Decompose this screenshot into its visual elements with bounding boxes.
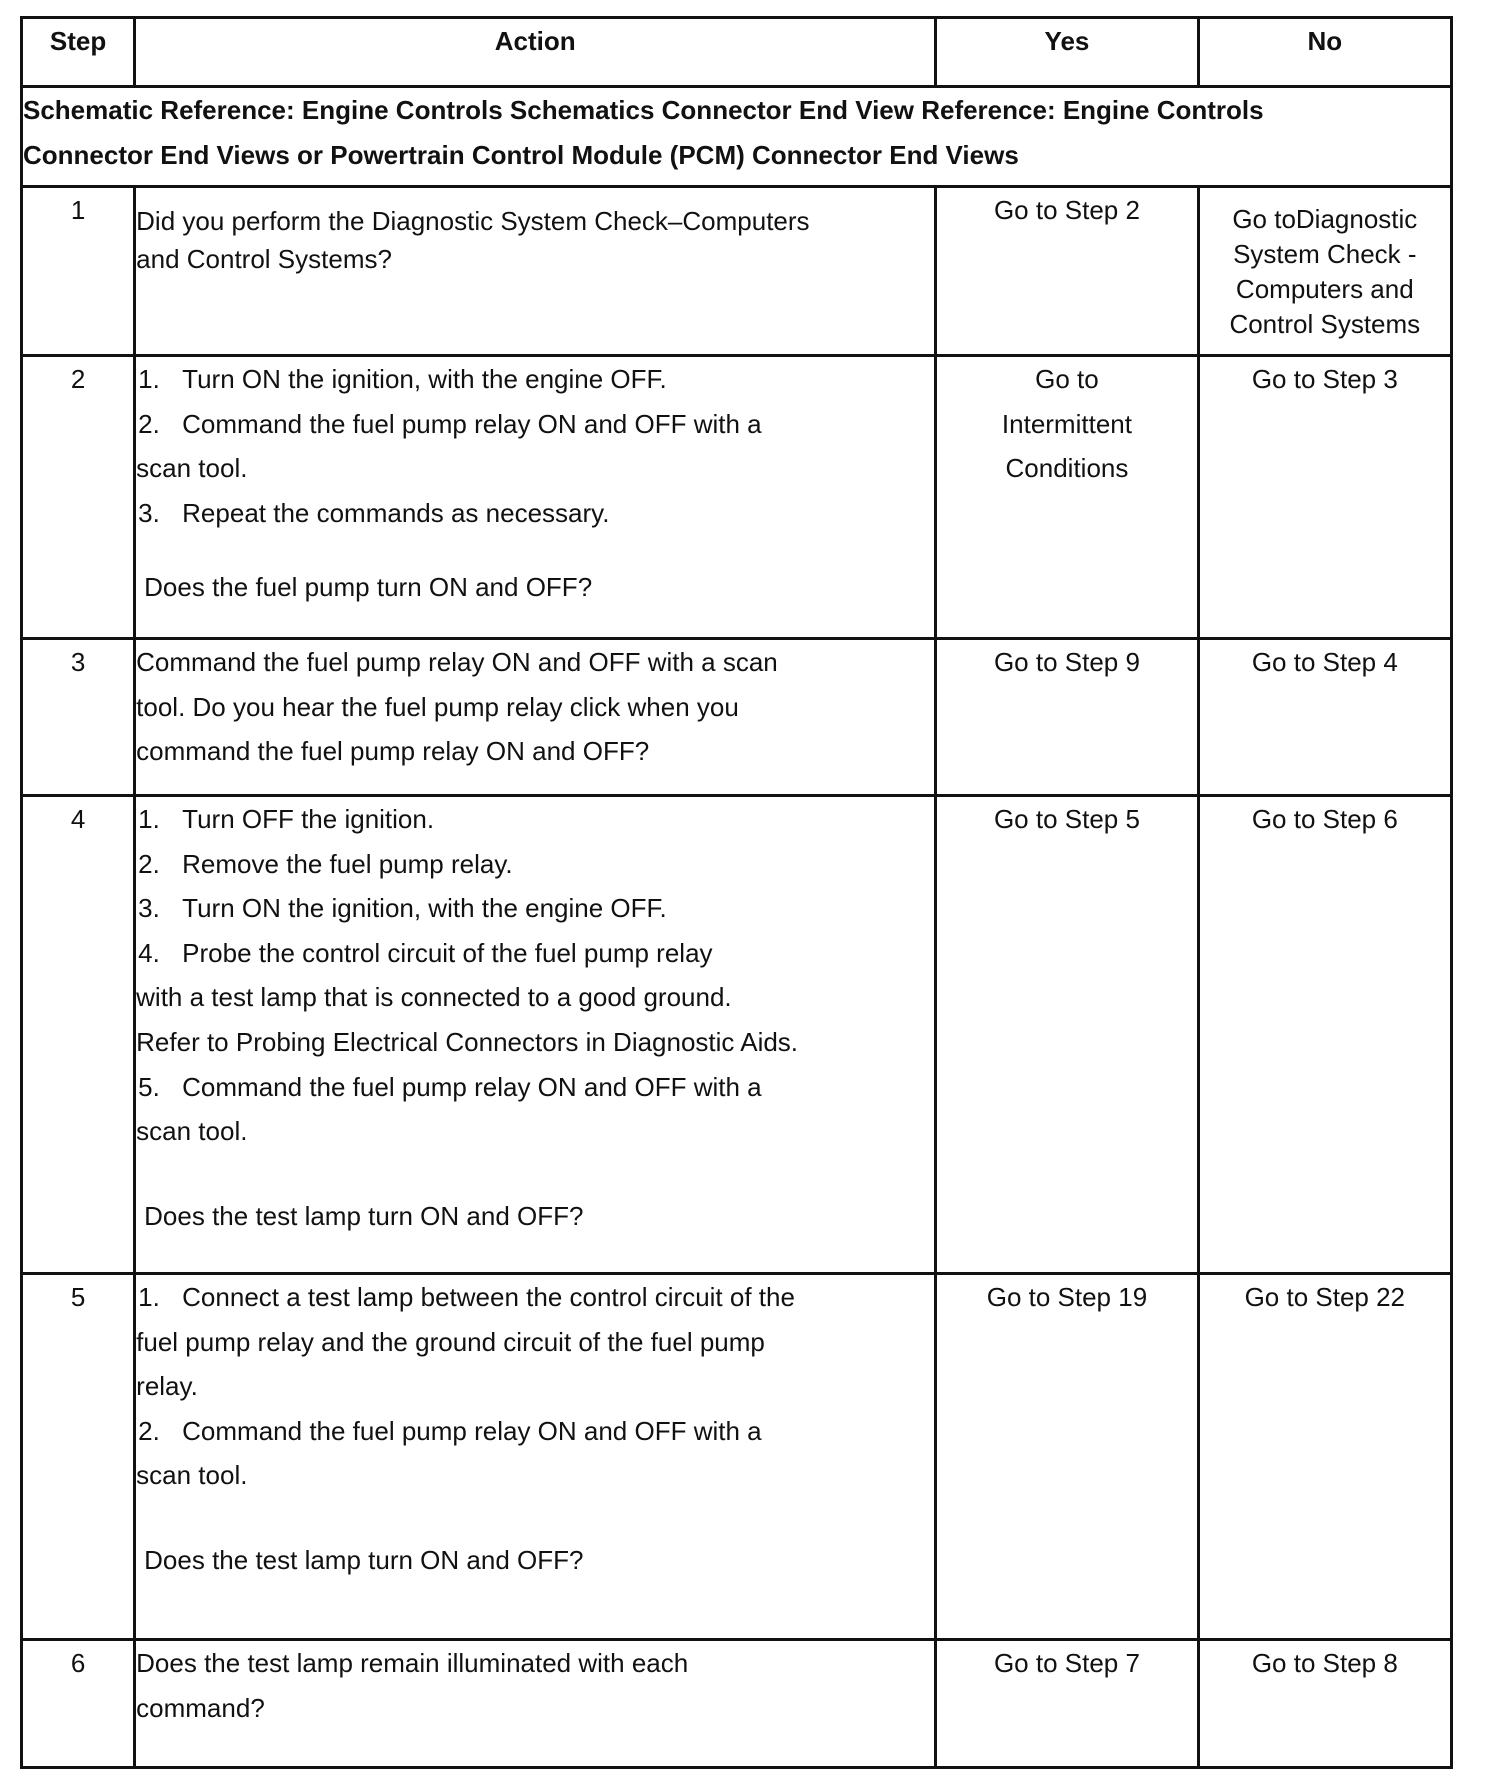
action-line: scan tool. [136, 453, 248, 484]
action-cell [135, 796, 936, 1274]
yes-cell: Go to Step 5 [936, 796, 1198, 1274]
diagnostic-table [20, 16, 1453, 1769]
action-list-item: 1. Turn ON the ignition, with the engine OFF. [136, 357, 934, 402]
action-line: relay. [136, 1371, 198, 1402]
list-number: 3. [138, 497, 160, 528]
action-list-item: 4. Probe the control circuit of the fuel pump relay [136, 931, 934, 976]
yes-line: Go to [1035, 363, 1099, 394]
step-number: 3 [22, 638, 135, 795]
action-list-item: 2. Remove the fuel pump relay. [136, 842, 934, 887]
action-question: Does the fuel pump turn ON and OFF? [144, 572, 593, 603]
yes-cell: Go to Step 2 [936, 187, 1198, 356]
no-line: Computers and [1235, 274, 1414, 305]
header-yes: Yes [936, 18, 1198, 87]
table-row [22, 1274, 1452, 1640]
action-line: scan tool. [136, 1460, 248, 1491]
no-line: Control Systems [1229, 309, 1421, 340]
step-number: 2 [22, 355, 135, 638]
reference-line-1: Schematic Reference: Engine Controls Schematics Connector End View Reference: Engine Controls [23, 95, 1264, 125]
action-list-item: 2. Command the fuel pump relay ON and OFF with a [136, 402, 934, 447]
list-number: 3. [138, 893, 160, 924]
action-list-item: 5. Command the fuel pump relay ON and OFF with a [136, 1065, 934, 1110]
action-list-item: 3. Turn ON the ignition, with the engine OFF. [136, 886, 934, 931]
action-cell [135, 1274, 936, 1640]
yes-cell: Go to Step 19 [936, 1274, 1198, 1640]
no-line: Go toDiagnostic [1232, 204, 1418, 235]
action-line: command? [136, 1692, 265, 1723]
action-list-item: 2. Command the fuel pump relay ON and OFF with a [136, 1409, 934, 1454]
list-number: 5. [138, 1071, 160, 1102]
action-question: Does the test lamp turn ON and OFF? [144, 1545, 584, 1576]
list-number: 2. [138, 848, 160, 879]
no-cell: Go to Step 8 [1198, 1639, 1451, 1767]
yes-cell: Go to Step 7 [936, 1639, 1198, 1767]
step-number: 5 [22, 1274, 135, 1640]
reference-row [22, 87, 1452, 187]
step-number: 1 [22, 187, 135, 356]
no-cell: Go to Step 3 [1198, 355, 1451, 638]
no-cell: Go to Step 4 [1198, 638, 1451, 795]
action-line: Refer to Probing Electrical Connectors in Diagnostic Aids. [136, 1027, 799, 1057]
header-no: No [1198, 18, 1451, 87]
list-number: 2. [138, 1415, 160, 1446]
action-line: Did you perform the Diagnostic System Check–Computers [136, 206, 810, 237]
header-row [22, 18, 1452, 87]
action-list-item: 1. Connect a test lamp between the control circuit of the [136, 1275, 934, 1320]
action-line: with a test lamp that is connected to a good ground. [136, 982, 732, 1013]
action-line: Command the fuel pump relay ON and OFF with a scan [136, 646, 778, 677]
table-row [22, 796, 1452, 1274]
yes-line: Conditions [1005, 453, 1129, 484]
header-action: Action [135, 18, 936, 87]
action-line: tool. Do you hear the fuel pump relay click when you [136, 691, 739, 722]
no-cell: Go to Step 22 [1198, 1274, 1451, 1640]
header-step: Step [22, 18, 135, 87]
yes-cell: Go to Step 9 [936, 638, 1198, 795]
table-row [22, 355, 1452, 638]
action-cell [135, 638, 936, 795]
step-number: 4 [22, 796, 135, 1274]
action-line: command the fuel pump relay ON and OFF? [136, 736, 650, 767]
action-cell [135, 187, 936, 356]
yes-line: Intermittent [1001, 408, 1132, 439]
list-number: 2. [138, 408, 160, 439]
list-number: 1. [138, 363, 160, 394]
action-list-item: 1. Turn OFF the ignition. [136, 797, 934, 842]
list-number: 4. [138, 937, 160, 968]
action-line: scan tool. [136, 1116, 248, 1147]
table-row [22, 187, 1452, 356]
action-cell [135, 1639, 936, 1767]
table-row [22, 1639, 1452, 1767]
action-list-item: 3. Repeat the commands as necessary. [136, 491, 934, 536]
action-line: fuel pump relay and the ground circuit of the fuel pump [136, 1326, 765, 1357]
list-number: 1. [138, 804, 160, 835]
no-cell: Go to Step 6 [1198, 796, 1451, 1274]
action-question: Does the test lamp turn ON and OFF? [144, 1200, 584, 1231]
no-cell [1198, 187, 1451, 356]
action-cell [135, 355, 936, 638]
reference-line-2: Connector End Views or Powertrain Control Module (PCM) Connector End Views [23, 139, 1019, 170]
yes-cell [936, 355, 1198, 638]
step-number: 6 [22, 1639, 135, 1767]
schematic-reference [22, 87, 1452, 187]
table-row [22, 638, 1452, 795]
list-number: 1. [138, 1282, 160, 1313]
action-line: and Control Systems? [136, 244, 392, 275]
action-line: Does the test lamp remain illuminated with each [136, 1647, 689, 1678]
no-line: System Check - [1233, 239, 1417, 270]
